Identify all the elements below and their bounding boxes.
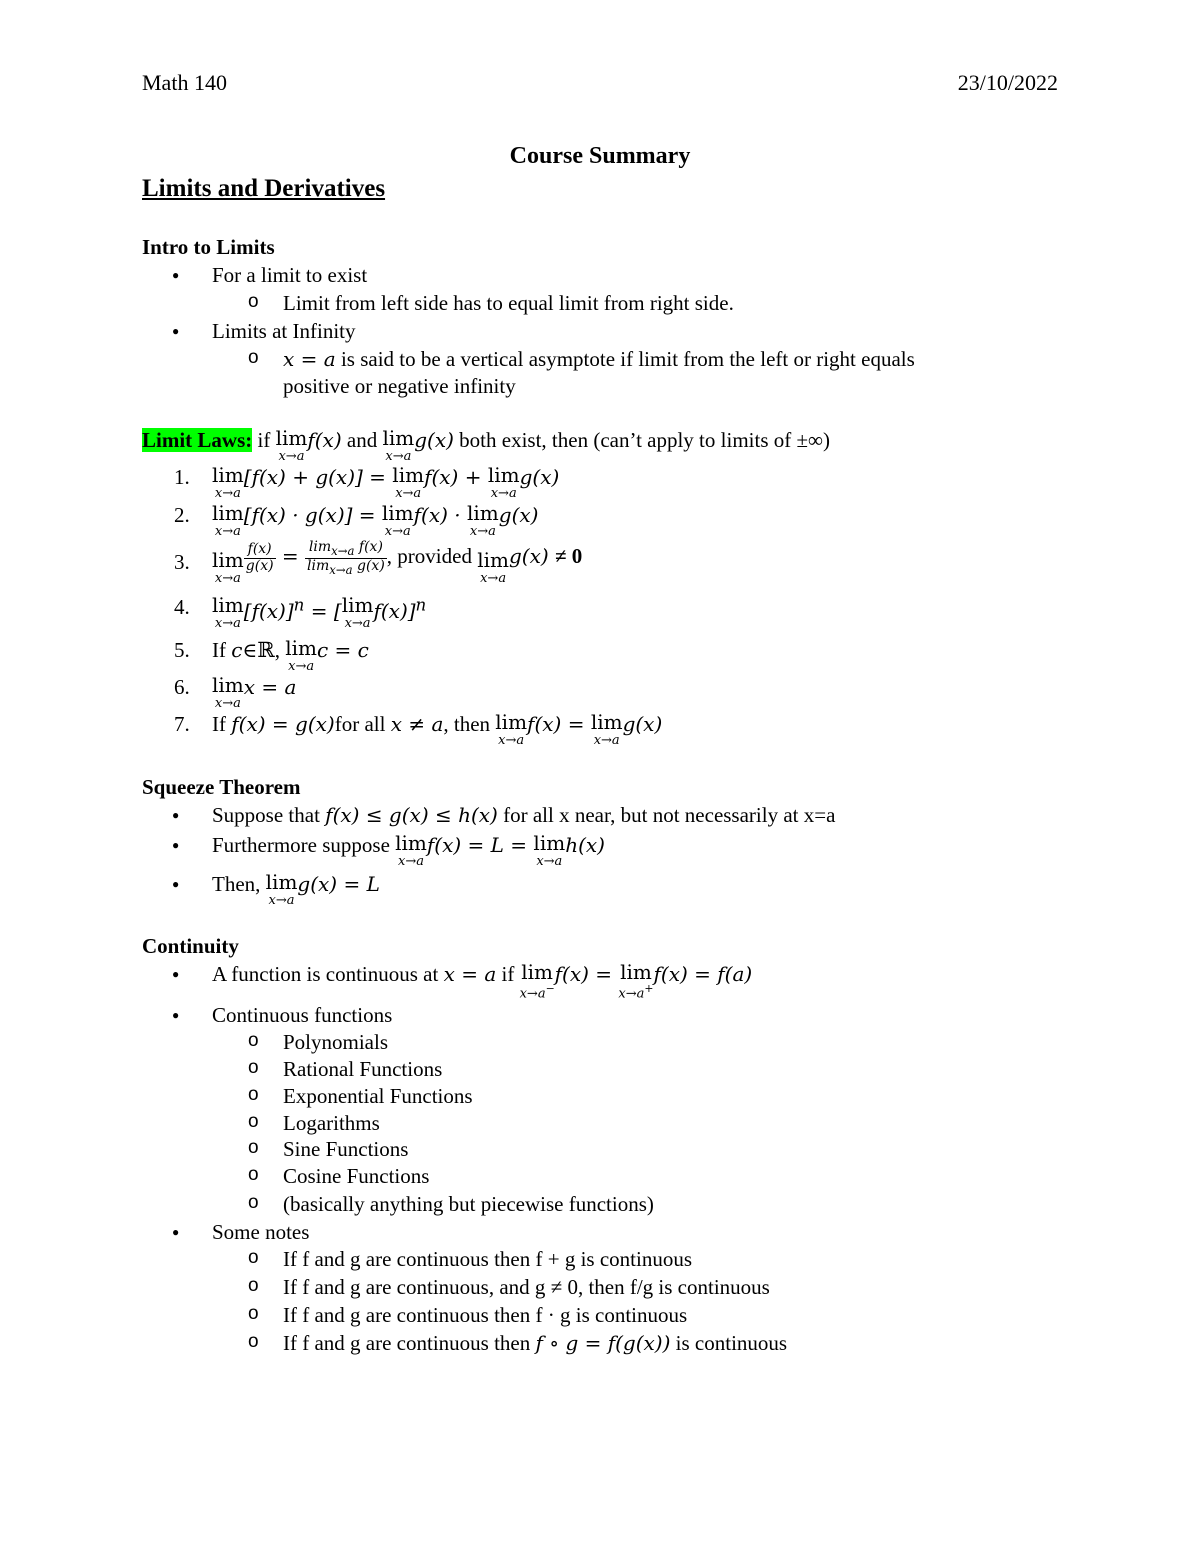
limit-laws-label: Limit Laws:: [142, 428, 253, 452]
section-heading: Limits and Derivatives: [142, 175, 386, 202]
course-name: Math 140: [142, 70, 227, 95]
limit-laws-intro: Limit Laws: if lim x→a f(x) and lim x→a g(x) both exist, then (can’t apply to limits of ±∞): [142, 426, 830, 464]
intro-heading: Intro to Limits: [142, 235, 275, 259]
document-date: 23/10/2022: [957, 70, 1058, 95]
page-title: Course Summary: [509, 143, 691, 169]
squeeze-heading: Squeeze Theorem: [142, 775, 301, 799]
continuity-heading: Continuity: [142, 934, 239, 958]
